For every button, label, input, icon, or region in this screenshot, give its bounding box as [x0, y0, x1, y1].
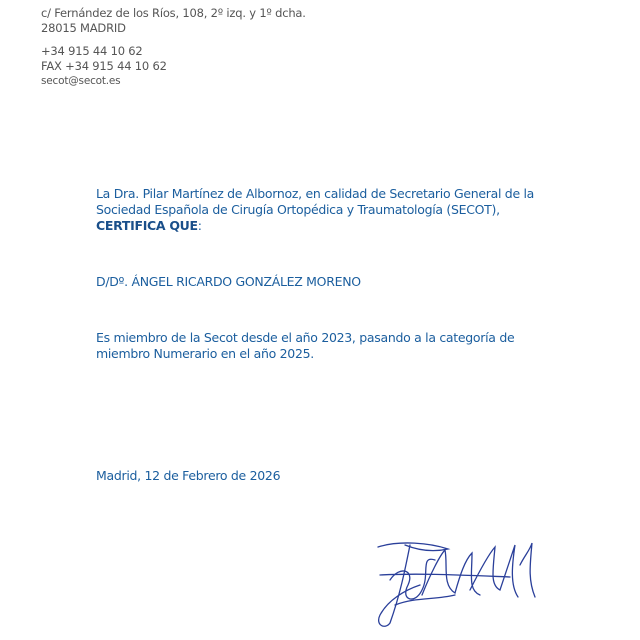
letterhead-contact [41, 44, 167, 89]
fax: FAX +34 915 44 10 62 [41, 59, 167, 73]
certifica-heading: CERTIFICA QUE [96, 218, 198, 233]
membership-statement [96, 330, 556, 362]
statement-line: miembro Numerario en el año 2025. [96, 346, 314, 361]
email-link[interactable]: secot@secot.es [41, 75, 121, 87]
certifica-line [96, 218, 556, 234]
signature [360, 535, 550, 635]
postal-city: 28015 MADRID [41, 21, 126, 35]
intro-line: La Dra. Pilar Martínez de Albornoz, en calidad de Secretario General de la [96, 186, 535, 201]
intro-line: Sociedad Española de Cirugía Ortopédica y Traumatología (SECOT), [96, 202, 500, 217]
address-line: c/ Fernández de los Ríos, 108, 2º izq. y 1º dcha. [41, 6, 306, 20]
letterhead-address [41, 6, 306, 36]
phone: +34 915 44 10 62 [41, 44, 143, 58]
statement-line: Es miembro de la Secot desde el año 2023, pasando a la categoría de [96, 330, 515, 345]
date-place: Madrid, 12 de Febrero de 2026 [96, 468, 281, 483]
colon: : [197, 218, 202, 233]
certification-intro [96, 186, 556, 234]
member-name: D/Dº. ÁNGEL RICARDO GONZÁLEZ MORENO [96, 274, 361, 289]
